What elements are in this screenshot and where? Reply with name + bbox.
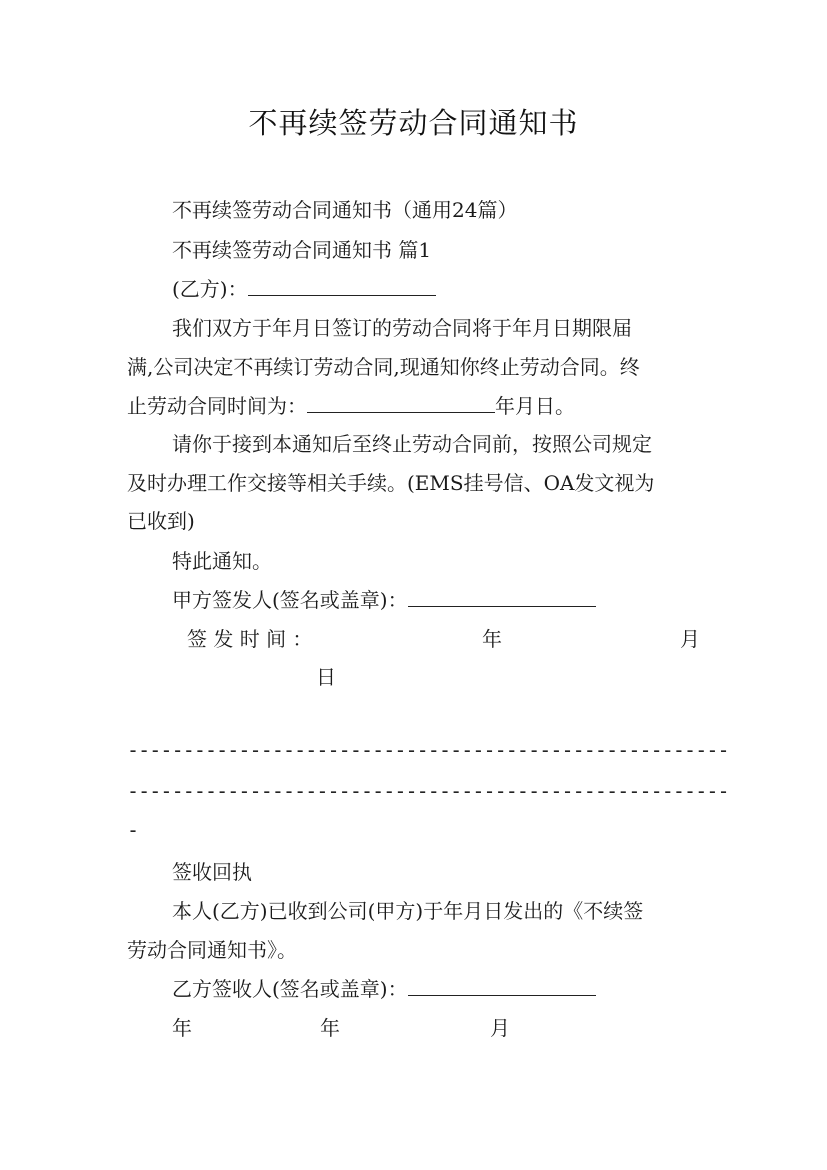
separator-line-3: - <box>127 818 139 842</box>
end-time-blank <box>307 394 495 413</box>
party-a-signer-blank <box>408 588 596 607</box>
body-paragraph-1-line-2: 满,公司决定不再续订劳动合同,现通知你终止劳动合同。终 <box>127 355 640 379</box>
party-b-signer-line <box>172 975 596 1003</box>
party-b-signer-label: 乙方签收人(签名或盖章)： <box>172 977 408 1001</box>
receipt-year-1: 年 <box>172 1016 192 1040</box>
party-b-label: (乙方)： <box>172 277 248 301</box>
issue-time-label: 签 发 时 间 ： <box>187 627 313 651</box>
issue-month: 月 <box>680 627 700 651</box>
body-paragraph-1-line-3 <box>127 392 575 420</box>
heading-piece: 不再续签劳动合同通知书 篇1 <box>172 238 432 262</box>
notice-text: 特此通知。 <box>172 549 272 573</box>
heading-general: 不再续签劳动合同通知书（通用24篇） <box>172 198 518 222</box>
receipt-year-2: 年 <box>320 1016 340 1040</box>
receipt-line-1: 本人(乙方)已收到公司(甲方)于年月日发出的《不续签 <box>172 899 644 923</box>
body-paragraph-1-line-1: 我们双方于年月日签订的劳动合同将于年月日期限届 <box>172 316 632 340</box>
party-a-signer-label: 甲方签发人(签名或盖章)： <box>172 588 408 612</box>
separator-line-2: ------------------------------------------------------ <box>127 779 729 803</box>
body-paragraph-2-line-3: 已收到) <box>127 509 195 533</box>
receipt-line-2: 劳动合同通知书》。 <box>127 938 297 962</box>
end-time-label: 止劳动合同时间为： <box>127 394 307 418</box>
separator-line-1: ------------------------------------------------------ <box>127 738 729 762</box>
issue-day: 日 <box>316 665 336 689</box>
issue-year: 年 <box>482 627 502 651</box>
party-b-blank <box>248 277 436 296</box>
party-a-signer-line <box>172 586 596 614</box>
body-paragraph-2-line-2: 及时办理工作交接等相关手续。(EMS挂号信、OA发文视为 <box>127 471 655 495</box>
receipt-month: 月 <box>490 1016 510 1040</box>
receipt-title: 签收回执 <box>172 860 252 884</box>
body-paragraph-2-line-1: 请你于接到本通知后至终止劳动合同前，按照公司规定 <box>172 432 652 456</box>
end-time-suffix: 年月日。 <box>495 394 575 418</box>
party-b-signer-blank <box>408 977 596 996</box>
party-b-line <box>172 275 436 303</box>
document-title: 不再续签劳动合同通知书 <box>248 106 579 140</box>
